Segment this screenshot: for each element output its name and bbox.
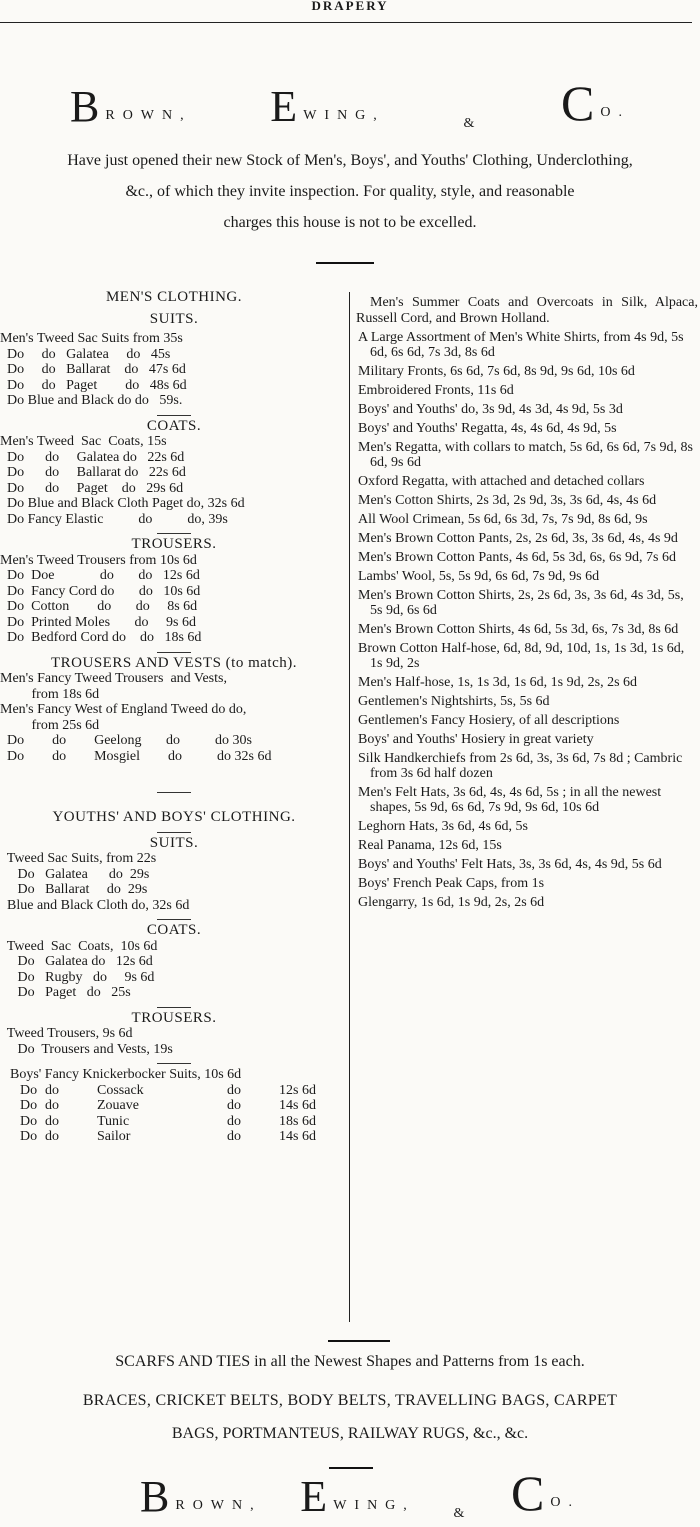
divider	[157, 792, 191, 793]
brand-footer	[140, 1462, 580, 1522]
subsection-title: COATS.	[146, 922, 202, 938]
brand-word-3: C O.	[511, 1465, 580, 1521]
price-item: Gentlemen's Fancy Hosiery, of all descriptions	[358, 713, 620, 728]
price-item: Boys' French Peak Caps, from 1s	[358, 876, 545, 891]
brand-title	[70, 72, 630, 132]
price-line: Do do Paget do 48s 6d	[0, 377, 187, 393]
subsection-title: TROUSERS.	[131, 1009, 217, 1026]
divider	[157, 919, 191, 920]
section-heading: YOUTHS' AND BOYS' CLOTHING.	[52, 809, 296, 825]
subsection-title: SUITS.	[149, 834, 199, 851]
subsection-title: TROUSERS AND VESTS (to match).	[51, 654, 297, 671]
price-item: All Wool Crimean, 5s 6d, 6s 3d, 7s, 7s 9d, 8s 6d, 9s	[358, 512, 648, 527]
price-line: Do Trousers and Vests, 19s	[0, 1041, 173, 1057]
brand-word-1: BROWN,	[140, 1472, 262, 1521]
section-rule	[316, 262, 374, 264]
knickerbocker-row: Do do Sailor do 14s 6d	[20, 1129, 316, 1144]
price-line: Do Ballarat do 29s	[0, 882, 148, 897]
price-line: Do Fancy Cord do do 10s 6d	[0, 583, 201, 599]
subsection-title: COATS.	[146, 417, 202, 434]
price-line: Do Galatea do 12s 6d	[0, 954, 153, 969]
price-line: from 25s 6d	[0, 717, 100, 733]
price-item: Lambs' Wool, 5s, 5s 9d, 6s 6d, 7s 9d, 9s 6d	[358, 569, 600, 584]
price-item: Boys' and Youths' do, 3s 9d, 4s 3d, 4s 9d, 5s 3d	[358, 402, 623, 417]
brand-ampersand: &	[453, 1506, 473, 1521]
price-item: A Large Assortment of Men's White Shirts, from 4s 9d, 5s 6d, 6s 6d, 7s 3d, 8s 6d	[358, 330, 684, 360]
price-item: Boys' and Youths' Hosiery in great variety	[358, 732, 594, 747]
price-line: Do Printed Moles do 9s 6d	[0, 614, 196, 630]
brand-ampersand: &	[463, 116, 483, 131]
price-item: Boys' and Youths' Regatta, 4s, 4s 6d, 4s 9d, 5s	[358, 421, 617, 436]
section-heading: MEN'S CLOTHING.	[105, 289, 243, 305]
divider	[157, 652, 191, 653]
price-line: Men's Fancy Tweed Trousers and Vests,	[0, 671, 227, 686]
price-line: Do Blue and Black Cloth Paget do, 32s 6d	[0, 496, 245, 511]
right-column	[356, 295, 698, 914]
price-item: Men's Brown Cotton Pants, 4s 6d, 5s 3d, 6s, 6s 9d, 7s 6d	[358, 550, 676, 565]
divider	[157, 832, 191, 833]
price-item: Men's Summer Coats and Overcoats in Silk, Alpaca, Russell Cord, and Brown Holland.	[356, 295, 698, 326]
price-item: Embroidered Fronts, 11s 6d	[358, 383, 514, 398]
price-line: Men's Tweed Trousers from 10s 6d	[0, 552, 197, 568]
price-line: Do Galatea do 29s	[0, 866, 150, 882]
price-line: Do do Galatea do 45s	[0, 346, 171, 362]
divider	[157, 1007, 191, 1008]
page-header: DRAPERY	[311, 0, 389, 13]
price-line: Men's Fancy West of England Tweed do do,	[0, 702, 247, 717]
divider	[157, 533, 191, 534]
left-column	[0, 290, 348, 1145]
price-line: Tweed Sac Coats, 10s 6d	[0, 938, 158, 954]
price-item: Men's Half-hose, 1s, 1s 3d, 1s 6d, 1s 9d, 2s, 2s 6d	[358, 675, 638, 690]
intro-line: &c., of which they invite inspection. For quality, style, and reasonable	[125, 183, 575, 200]
price-line: Do Bedford Cord do do 18s 6d	[0, 630, 202, 645]
price-item: Men's Brown Cotton Shirts, 4s 6d, 5s 3d, 6s, 7s 3d, 8s 6d	[358, 622, 679, 637]
price-item: Men's Brown Cotton Pants, 2s, 2s 6d, 3s, 3s 6d, 4s, 4s 9d	[358, 531, 678, 546]
brand-word-2: EWING,	[300, 1472, 415, 1521]
price-line: Men's Tweed Sac Suits from 35s	[0, 331, 183, 346]
price-line: Do Cotton do do 8s 6d	[0, 599, 198, 614]
divider	[157, 1063, 191, 1064]
price-line: Tweed Sac Suits, from 22s	[0, 851, 157, 866]
intro-paragraph	[0, 145, 700, 238]
knickerbocker-row: Do do Cossack do 12s 6d	[20, 1082, 316, 1098]
price-item: Men's Cotton Shirts, 2s 3d, 2s 9d, 3s, 3s 6d, 4s, 4s 6d	[358, 493, 657, 508]
bottom-line: BAGS, PORTMANTEUS, RAILWAY RUGS, &c., &c.	[171, 1425, 529, 1442]
intro-line: Have just opened their new Stock of Men's, Boys', and Youths' Clothing, Underclothing,	[67, 152, 633, 169]
brand-word-1: BROWN,	[70, 82, 192, 131]
price-line: Do Rugby do 9s 6d	[0, 969, 155, 985]
price-item: Men's Felt Hats, 3s 6d, 4s, 4s 6d, 5s ; in all the newest shapes, 5s 9d, 6s 6d, 7s 9d, 9s 6d, 10s 6d	[358, 785, 662, 815]
price-line: from 18s 6d	[0, 686, 100, 702]
brand-word-2: EWING,	[270, 82, 385, 131]
divider	[157, 415, 191, 416]
price-item: Boys' and Youths' Felt Hats, 3s, 3s 6d, 4s, 4s 9d, 5s 6d	[358, 857, 662, 872]
price-line: Do Paget do 25s	[0, 985, 131, 1000]
knickerbocker-row: Do do Tunic do 18s 6d	[20, 1113, 316, 1129]
price-line: Do Fancy Elastic do do, 39s	[0, 511, 228, 527]
knickerbocker-title: Boys' Fancy Knickerbocker Suits, 10s 6d	[10, 1067, 242, 1082]
price-item: Real Panama, 12s 6d, 15s	[358, 838, 502, 853]
brand-word-3: C O.	[561, 75, 630, 131]
price-line: Tweed Trousers, 9s 6d	[0, 1026, 133, 1041]
bottom-line: BRACES, CRICKET BELTS, BODY BELTS, TRAVELLING BAGS, CARPET	[82, 1392, 618, 1409]
price-line: Do do Mosgiel do do 32s 6d	[0, 748, 272, 764]
subsection-title: TROUSERS.	[131, 536, 217, 552]
price-line: Do do Ballarat do 22s 6d	[0, 465, 186, 480]
price-line: Do Blue and Black do do 59s.	[0, 393, 183, 408]
price-item: Military Fronts, 6s 6d, 7s 6d, 8s 9d, 9s 6d, 10s 6d	[358, 364, 635, 379]
price-item: Men's Brown Cotton Shirts, 2s, 2s 6d, 3s, 3s 6d, 4s 3d, 5s, 5s 9d, 6s 6d	[358, 588, 684, 618]
price-item: Leghorn Hats, 3s 6d, 4s 6d, 5s	[358, 819, 528, 834]
price-line: Do do Paget do 29s 6d	[0, 480, 184, 496]
price-line: Blue and Black Cloth do, 32s 6d	[0, 897, 190, 913]
price-line: Do do Geelong do do 30s	[0, 733, 252, 748]
bottom-line: SCARFS AND TIES in all the Newest Shapes and Patterns from 1s each.	[115, 1353, 585, 1370]
knickerbocker-row: Do do Zouave do 14s 6d	[20, 1098, 316, 1113]
section-rule	[328, 1340, 390, 1342]
header-rule	[0, 22, 692, 23]
price-line: Men's Tweed Sac Coats, 15s	[0, 434, 167, 449]
column-divider	[349, 292, 350, 1322]
price-item: Oxford Regatta, with attached and detached collars	[358, 474, 645, 489]
price-line: Do Doe do do 12s 6d	[0, 568, 200, 583]
intro-line: charges this house is not to be excelled.	[223, 214, 477, 231]
price-item: Silk Handkerchiefs from 2s 6d, 3s, 3s 6d, 7s 8d ; Cambric from 3s 6d half dozen	[358, 751, 683, 781]
price-item: Glengarry, 1s 6d, 1s 9d, 2s, 2s 6d	[358, 895, 545, 910]
price-item: Brown Cotton Half-hose, 6d, 8d, 9d, 10d, 1s, 1s 3d, 1s 6d, 1s 9d, 2s	[358, 641, 685, 671]
price-item: Gentlemen's Nightshirts, 5s, 5s 6d	[358, 694, 550, 709]
price-line: Do do Ballarat do 47s 6d	[0, 362, 186, 377]
price-line: Do do Galatea do 22s 6d	[0, 449, 185, 465]
subsection-title: SUITS.	[149, 310, 199, 327]
price-item: Men's Regatta, with collars to match, 5s 6d, 6s 6d, 7s 9d, 8s 6d, 9s 6d	[358, 440, 693, 470]
